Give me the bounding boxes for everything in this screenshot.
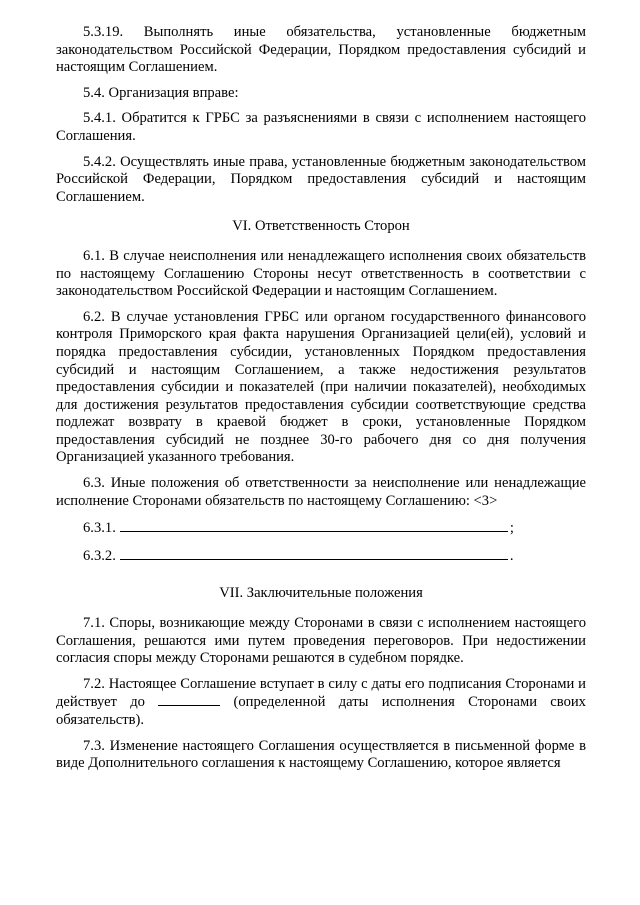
paragraph-7-2-start: 7.2. Настоящее Соглашение вступает в силу с даты его подписания Сторонами и действует до xyxy=(56,675,586,711)
paragraph-6-3: 6.3. Иные положения об ответственности за неисполнение или ненадлежащие исполнение Сторонами обязательств по настоящему Соглашению: <3> xyxy=(56,475,586,509)
paragraph-5-4: 5.4. Организация вправе: xyxy=(83,84,239,101)
item-6-3-1-blank[interactable] xyxy=(120,518,508,532)
paragraph-7-2 xyxy=(56,676,586,730)
paragraph-7-2-end: (определенной даты исполнения Сторонами своих обязательств). xyxy=(56,694,586,728)
item-6-3-1 xyxy=(83,518,586,538)
item-6-3-1-label: 6.3.1. xyxy=(83,520,116,537)
paragraph-7-1: 7.1. Споры, возникающие между Сторонами в связи с исполнением настоящего Соглашения, решаются ими путем проведения переговоров. При недостижении согласия споры между Сторонами решаются в судебном порядке. xyxy=(56,615,586,667)
paragraph-5-4-1: 5.4.1. Обратится к ГРБС за разъяснениями в связи с исполнением настоящего Соглашения. xyxy=(56,110,586,144)
paragraph-5-3-19: 5.3.19. Выполнять иные обязательства, установленные бюджетным законодательством Российской Федерации, Порядком предоставления субсидий и настоящим Соглашением. xyxy=(56,24,586,76)
section-6-title: VI. Ответственность Сторон xyxy=(232,218,410,235)
paragraph-6-1: 6.1. В случае неисполнения или ненадлежащего исполнения своих обязательств по настоящему Соглашению Стороны несут ответственность в соответствии с законодательством Российской Федерации и настоящим Соглашением. xyxy=(56,247,586,300)
paragraph-5-4-2: 5.4.2. Осуществлять иные права, установленные бюджетным законодательством Российской Федерации, Порядком предоставления субсидий и настоящим Соглашением. xyxy=(56,153,586,205)
item-6-3-1-end: ; xyxy=(509,520,514,537)
item-6-3-2-blank[interactable] xyxy=(120,546,508,560)
paragraph-7-2-date-blank[interactable] xyxy=(158,693,220,706)
item-6-3-2-end: . xyxy=(509,547,514,564)
item-6-3-2 xyxy=(83,546,586,566)
section-7-title: VII. Заключительные положения xyxy=(219,585,423,602)
item-6-3-2-label: 6.3.2. xyxy=(83,547,116,564)
paragraph-7-3: 7.3. Изменение настоящего Соглашения осуществляется в письменной форме в виде Дополнительного соглашения к настоящему Соглашению, которое является xyxy=(56,737,586,772)
paragraph-6-2: 6.2. В случае установления ГРБС или органом государственного финансового контроля Приморского края факта нарушения Организацией цели(ей), условий и порядка предоставления субсидии, установленных Порядком предоставления субсидий и настоящим Соглашением, а также недостижения результатов предоставления субсидии и показателей (при наличии показателей), необходимых для достижения результатов предоставления субсидии соответствующие средства подлежат возврату в краевой бюджет в сроки, установленные Порядком предоставления субсидий не позднее 30-го рабочего дня со дня получения Организацией указанного требования. xyxy=(56,308,586,466)
document-page xyxy=(56,24,586,781)
